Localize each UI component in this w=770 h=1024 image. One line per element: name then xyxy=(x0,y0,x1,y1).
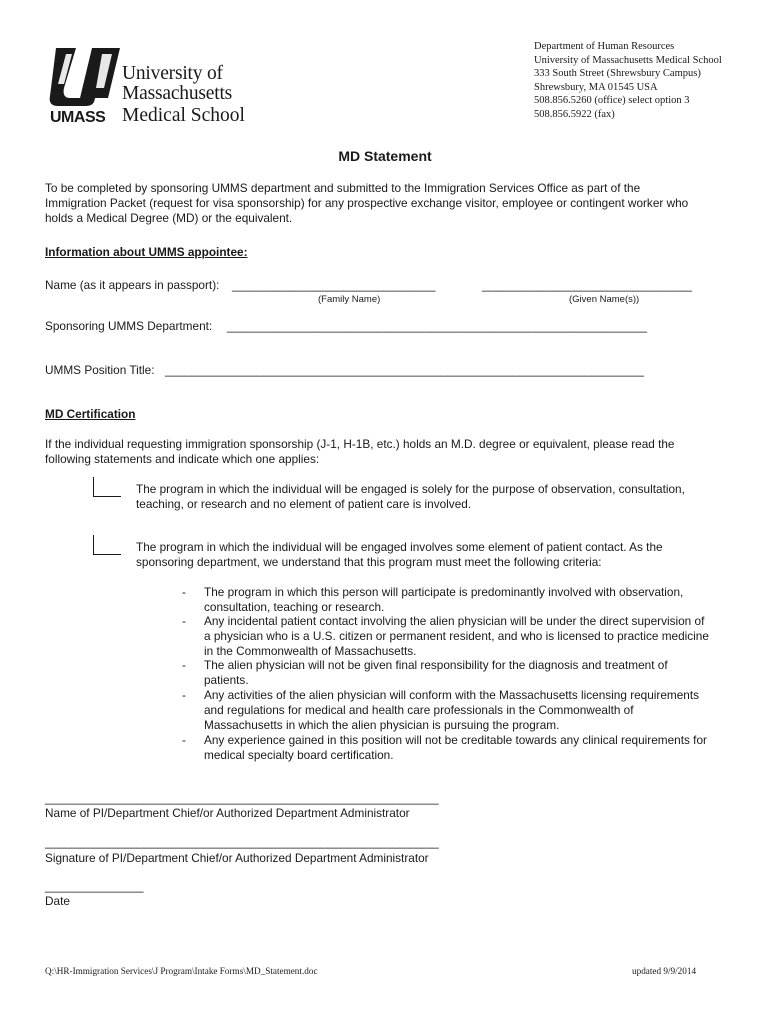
bullet-dash: - xyxy=(182,733,186,747)
pi-name-label: Name of PI/Department Chief/or Authorized Department Administrator xyxy=(45,806,410,820)
given-name-caption: (Given Name(s)) xyxy=(569,294,640,305)
criteria-item: Any activities of the alien physician will conform with the Massachusetts licensing requirements xyxy=(204,688,700,702)
criteria-item: Any experience gained in this position will not be creditable towards any clinical requirements for xyxy=(204,733,707,747)
address-line: University of Massachusetts Medical School xyxy=(534,54,722,66)
criteria-item: patients. xyxy=(204,673,249,687)
bullet-dash: - xyxy=(182,585,186,599)
bullet-dash: - xyxy=(182,688,186,702)
option-observation-checkbox[interactable] xyxy=(93,477,121,497)
criteria-item: Any incidental patient contact involving the alien physician will be under the direct supervision of xyxy=(204,614,705,628)
family-name-field[interactable]: _______________________________ xyxy=(232,278,436,292)
date-field[interactable]: _______________ xyxy=(45,879,144,893)
department-label: Sponsoring UMMS Department: xyxy=(45,319,213,333)
pi-name-field[interactable]: ____________________________________________________________ xyxy=(45,791,439,805)
option-patient-contact-checkbox[interactable] xyxy=(93,535,121,555)
given-name-field[interactable]: ________________________________ xyxy=(482,278,692,292)
certification-question: following statements and indicate which one applies: xyxy=(45,452,320,466)
family-name-caption: (Family Name) xyxy=(318,294,381,305)
address-line: Shrewsbury, MA 01545 USA xyxy=(534,81,658,93)
bullet-dash: - xyxy=(182,614,186,628)
address-line: 333 South Street (Shrewsbury Campus) xyxy=(534,68,701,80)
logo-umass-text: UMASS xyxy=(50,109,106,126)
bullet-dash: - xyxy=(182,658,186,672)
logo-medical-school-text: Medical School xyxy=(122,105,245,126)
pi-signature-field[interactable]: ____________________________________________________________ xyxy=(45,835,439,849)
pi-signature-label: Signature of PI/Department Chief/or Authorized Department Administrator xyxy=(45,851,429,865)
criteria-item: a physician who is a U.S. citizen or permanent resident, and who is licensed to practice medicine xyxy=(204,629,709,643)
option-patient-contact-text: sponsoring department, we understand that this program must meet the following criteria: xyxy=(136,555,602,569)
position-title-label: UMMS Position Title: xyxy=(45,363,155,377)
umass-emblem-icon xyxy=(46,44,126,108)
option-observation-text: teaching, or research and no element of patient care is involved. xyxy=(136,497,472,511)
criteria-item: The alien physician will not be given final responsibility for the diagnosis and treatment of xyxy=(204,658,668,672)
criteria-item: Massachusetts in which the alien physician is pursuing the program. xyxy=(204,718,560,732)
address-line: 508.856.5260 (office) select option 3 xyxy=(534,95,690,107)
criteria-item: medical specialty board certification. xyxy=(204,748,394,762)
criteria-item: consultation, teaching or research. xyxy=(204,600,385,614)
option-patient-contact-text: The program in which the individual will be engaged involves some element of patient contact. As the xyxy=(136,540,663,554)
name-label: Name (as it appears in passport): xyxy=(45,278,220,292)
date-label: Date xyxy=(45,894,70,908)
criteria-item: and regulations for medical and health care professionals in the Commonwealth of xyxy=(204,703,634,717)
criteria-item: in the Commonwealth of Massachusetts. xyxy=(204,644,417,658)
footer-file-path: Q:\HR-Immigration Services\J Program\Intake Forms\MD_Statement.doc xyxy=(45,966,318,976)
address-line: 508.856.5922 (fax) xyxy=(534,108,615,120)
department-field[interactable]: ________________________________________________________________ xyxy=(227,319,647,333)
umass-logo xyxy=(46,44,261,128)
intro-text: holds a Medical Degree (MD) or the equivalent. xyxy=(45,211,293,225)
position-title-field[interactable]: _________________________________________________________________________ xyxy=(165,363,644,377)
intro-text: To be completed by sponsoring UMMS department and submitted to the Immigration Services Office as part of the xyxy=(45,181,641,195)
logo-text-line2: Massachusetts xyxy=(122,83,233,104)
address-line: Department of Human Resources xyxy=(534,41,675,52)
certification-question: If the individual requesting immigration sponsorship (J-1, H-1B, etc.) holds an M.D. degree or equivalent, please read the xyxy=(45,437,675,451)
md-certification-heading: MD Certification xyxy=(45,407,136,421)
criteria-item: The program in which this person will participate is predominantly involved with observation, xyxy=(204,585,684,599)
option-observation-text: The program in which the individual will be engaged is solely for the purpose of observation, consultation, xyxy=(136,482,685,496)
intro-text: Immigration Packet (request for visa sponsorship) for any prospective exchange visitor, employee or contingent worker who xyxy=(45,196,689,210)
hr-address-block xyxy=(534,40,722,122)
footer-updated-date: updated 9/9/2014 xyxy=(632,966,697,976)
document-title: MD Statement xyxy=(338,148,432,164)
logo-text-line1: University of xyxy=(122,63,223,84)
appointee-heading: Information about UMMS appointee: xyxy=(45,245,248,259)
